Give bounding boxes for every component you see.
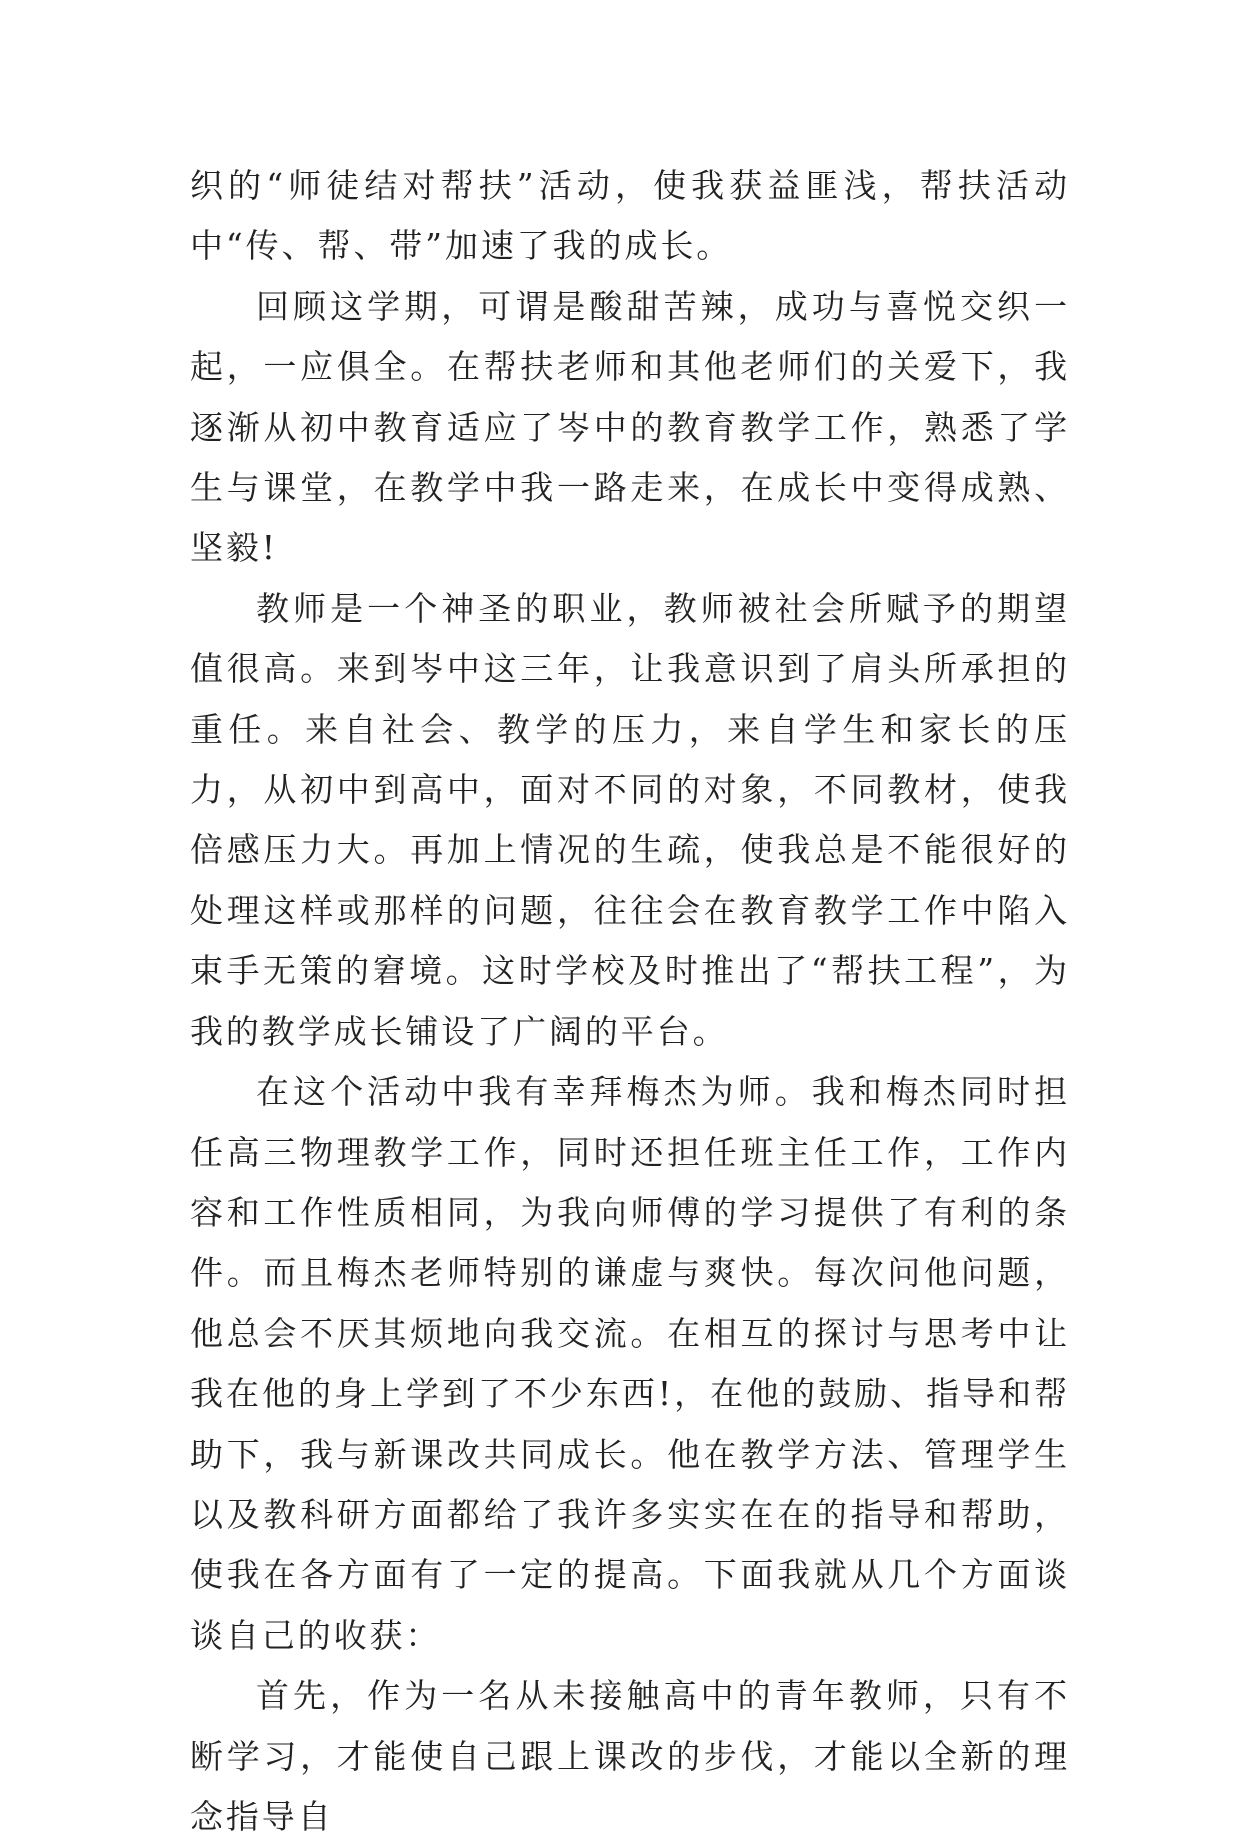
paragraph-teacher-profession: 教师是一个神圣的职业，教师被社会所赋予的期望值很高。来到岑中这三年，让我意识到了肩头所承担的重任。来自社会、教学的压力，来自学生和家长的压力，从初中到高中，面对不同的对象，不同教材，使我倍感压力大。再加上情况的生疏，使我总是不能很好的处理这样或那样的问题，往往会在教育教学工作中陷入束手无策的窘境。这时学校及时推出了“帮扶工程”，为我的教学成长铺设了广阔的平台。 — [190, 588, 1070, 1051]
document-body — [190, 156, 1070, 1847]
paragraph-mentor: 在这个活动中我有幸拜梅杰为师。我和梅杰同时担任高三物理教学工作，同时还担任班主任工作，工作内容和工作性质相同，为我向师傅的学习提供了有利的条件。而且梅杰老师特别的谦虚与爽快。每次问他问题，他总会不厌其烦地向我交流。在相互的探讨与思考中让我在他的身上学到了不少东西!，在他的鼓励、指导和帮助下，我与新课改共同成长。他在教学方法、管理学生以及教科研方面都给了我许多实实在在的指导和帮助，使我在各方面有了一定的提高。下面我就从几个方面谈谈自己的收获： — [190, 1072, 1070, 1655]
paragraph-review: 回顾这学期，可谓是酸甜苦辣，成功与喜悦交织一起，一应俱全。在帮扶老师和其他老师们的关爱下，我逐渐从初中教育适应了岑中的教育教学工作，熟悉了学生与课堂，在教学中我一路走来，在成长中变得成熟、坚毅! — [190, 286, 1070, 568]
paragraph-first-point: 首先，作为一名从未接触高中的青年教师，只有不断学习，才能使自己跟上课改的步伐，才能以全新的理念指导自 — [190, 1676, 1070, 1836]
paragraph-continuation: 织的“师徒结对帮扶”活动，使我获益匪浅，帮扶活动中“传、帮、带”加速了我的成长。 — [190, 166, 1070, 266]
